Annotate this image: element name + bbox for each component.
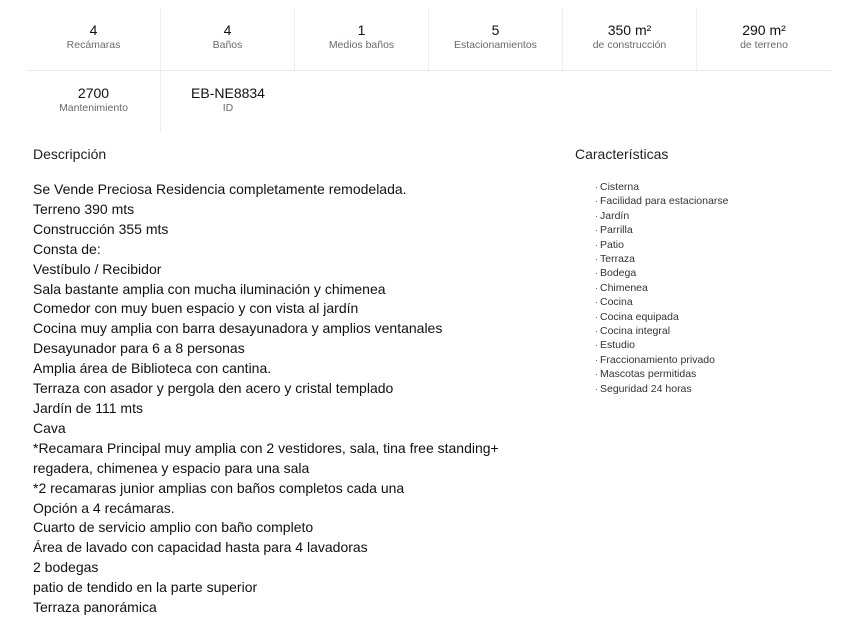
stat-value: 4 bbox=[223, 22, 232, 38]
feature-label: Terraza bbox=[600, 253, 636, 266]
feature-label: Cocina integral bbox=[600, 325, 671, 338]
bullet-icon: · bbox=[595, 340, 598, 351]
feature-label: Chimenea bbox=[600, 281, 648, 294]
stat-label: de construcción bbox=[592, 39, 667, 51]
bullet-icon: · bbox=[595, 354, 598, 365]
bullet-icon: · bbox=[595, 254, 598, 265]
stat-value: 2700 bbox=[77, 85, 110, 101]
feature-item bbox=[595, 382, 728, 396]
feature-label: Cisterna bbox=[600, 181, 640, 193]
features-list bbox=[595, 180, 728, 396]
property-stats bbox=[27, 8, 831, 133]
bullet-icon: · bbox=[595, 196, 598, 207]
description-line: Cuarto de servicio amplio con baño completo bbox=[33, 519, 314, 536]
bullet-icon: · bbox=[595, 239, 598, 250]
stat-value: EB-NE8834 bbox=[191, 85, 265, 101]
stat-land bbox=[697, 8, 831, 70]
stat-label: Medios baños bbox=[328, 39, 395, 51]
feature-label: Cocina equipada bbox=[600, 310, 679, 323]
stat-construction bbox=[563, 8, 697, 70]
bullet-icon: · bbox=[595, 369, 598, 380]
stat-value: 4 bbox=[89, 22, 98, 38]
feature-item bbox=[595, 252, 728, 266]
stat-label: de terreno bbox=[740, 39, 788, 51]
description-line: Consta de: bbox=[33, 240, 101, 257]
feature-label: Cocina bbox=[600, 296, 633, 309]
feature-item bbox=[595, 223, 728, 237]
stat-maintenance bbox=[27, 71, 161, 133]
stat-label: Estacionamientos bbox=[454, 39, 537, 51]
stat-half-baths bbox=[295, 8, 429, 70]
description-line: Área de lavado con capacidad hasta para 4 lavadoras bbox=[33, 539, 368, 556]
feature-item bbox=[595, 238, 728, 252]
description-line: Comedor con muy buen espacio y con vista al jardín bbox=[33, 300, 359, 317]
stat-id bbox=[161, 71, 295, 133]
stat-value: 350 m² bbox=[607, 22, 652, 38]
description-line: *Recamara Principal muy amplia con 2 vestidores, sala, tina free standing+ bbox=[33, 439, 499, 456]
bullet-icon: · bbox=[595, 268, 598, 279]
features-heading: Características bbox=[575, 146, 669, 162]
description-line: Terraza con asador y pergola den acero y cristal templado bbox=[33, 380, 394, 397]
feature-item bbox=[595, 310, 728, 324]
bullet-icon: · bbox=[595, 383, 598, 394]
description-line: patio de tendido en la parte superior bbox=[33, 579, 258, 596]
description-body bbox=[33, 180, 553, 618]
description-line: *2 recamaras junior amplias con baños completos cada una bbox=[33, 479, 405, 496]
description-line: Terreno 390 mts bbox=[33, 200, 135, 217]
stats-row-2 bbox=[27, 71, 831, 133]
description-line: Jardín de 111 mts bbox=[33, 399, 143, 416]
description-line: Cava bbox=[33, 419, 66, 436]
bullet-icon: · bbox=[595, 210, 598, 221]
bullet-icon: · bbox=[595, 182, 598, 192]
stat-label: Mantenimiento bbox=[59, 102, 128, 114]
feature-item bbox=[595, 324, 728, 338]
feature-item bbox=[595, 295, 728, 309]
bullet-icon: · bbox=[595, 297, 598, 308]
feature-label: Bodega bbox=[600, 267, 637, 280]
feature-label: Mascotas permitidas bbox=[600, 368, 697, 381]
bullet-icon: · bbox=[595, 326, 598, 337]
description-line: Desayunador para 6 a 8 personas bbox=[33, 340, 245, 357]
bullet-icon: · bbox=[595, 225, 598, 236]
stat-label: Recámaras bbox=[66, 39, 121, 51]
stats-row-1 bbox=[27, 8, 831, 71]
stat-value: 290 m² bbox=[742, 22, 786, 38]
feature-item bbox=[595, 367, 728, 381]
feature-item bbox=[595, 209, 728, 223]
stat-parking bbox=[429, 8, 563, 70]
description-line: Opción a 4 recámaras. bbox=[33, 499, 175, 516]
stat-bathrooms bbox=[161, 8, 295, 70]
feature-label: Parrilla bbox=[600, 224, 633, 237]
feature-label: Seguridad 24 horas bbox=[600, 382, 692, 395]
bullet-icon: · bbox=[595, 282, 598, 293]
stat-label: ID bbox=[222, 102, 234, 114]
feature-label: Facilidad para estacionarse bbox=[600, 195, 729, 208]
description-line: Vestíbulo / Recibidor bbox=[33, 260, 162, 277]
feature-label: Estudio bbox=[600, 339, 636, 352]
stat-bedrooms bbox=[27, 8, 161, 70]
stat-value: 5 bbox=[491, 22, 500, 38]
stat-value: 1 bbox=[357, 22, 366, 38]
feature-item bbox=[595, 281, 728, 295]
bullet-icon: · bbox=[595, 311, 598, 322]
description-line: 2 bodegas bbox=[33, 559, 99, 576]
description-heading: Descripción bbox=[33, 146, 107, 162]
feature-item bbox=[595, 338, 728, 352]
description-line: Se Vende Preciosa Residencia completamente remodelada. bbox=[33, 181, 407, 197]
description-line: Cocina muy amplia con barra desayunadora y amplios ventanales bbox=[33, 320, 443, 337]
feature-item bbox=[595, 353, 728, 367]
feature-item bbox=[595, 266, 728, 280]
description-line: regadera, chimenea y espacio para una sala bbox=[33, 459, 310, 476]
description-line: Terraza panorámica bbox=[33, 599, 157, 616]
feature-item bbox=[595, 194, 728, 208]
feature-label: Jardín bbox=[600, 209, 630, 222]
feature-item bbox=[595, 180, 728, 194]
description-line: Construcción 355 mts bbox=[33, 220, 169, 237]
description-line: Amplia área de Biblioteca con cantina. bbox=[33, 360, 272, 377]
description-line: Sala bastante amplia con mucha iluminación y chimenea bbox=[33, 280, 386, 297]
stat-label: Baños bbox=[212, 39, 243, 51]
feature-label: Fraccionamiento privado bbox=[600, 353, 715, 366]
feature-label: Patio bbox=[600, 238, 624, 251]
